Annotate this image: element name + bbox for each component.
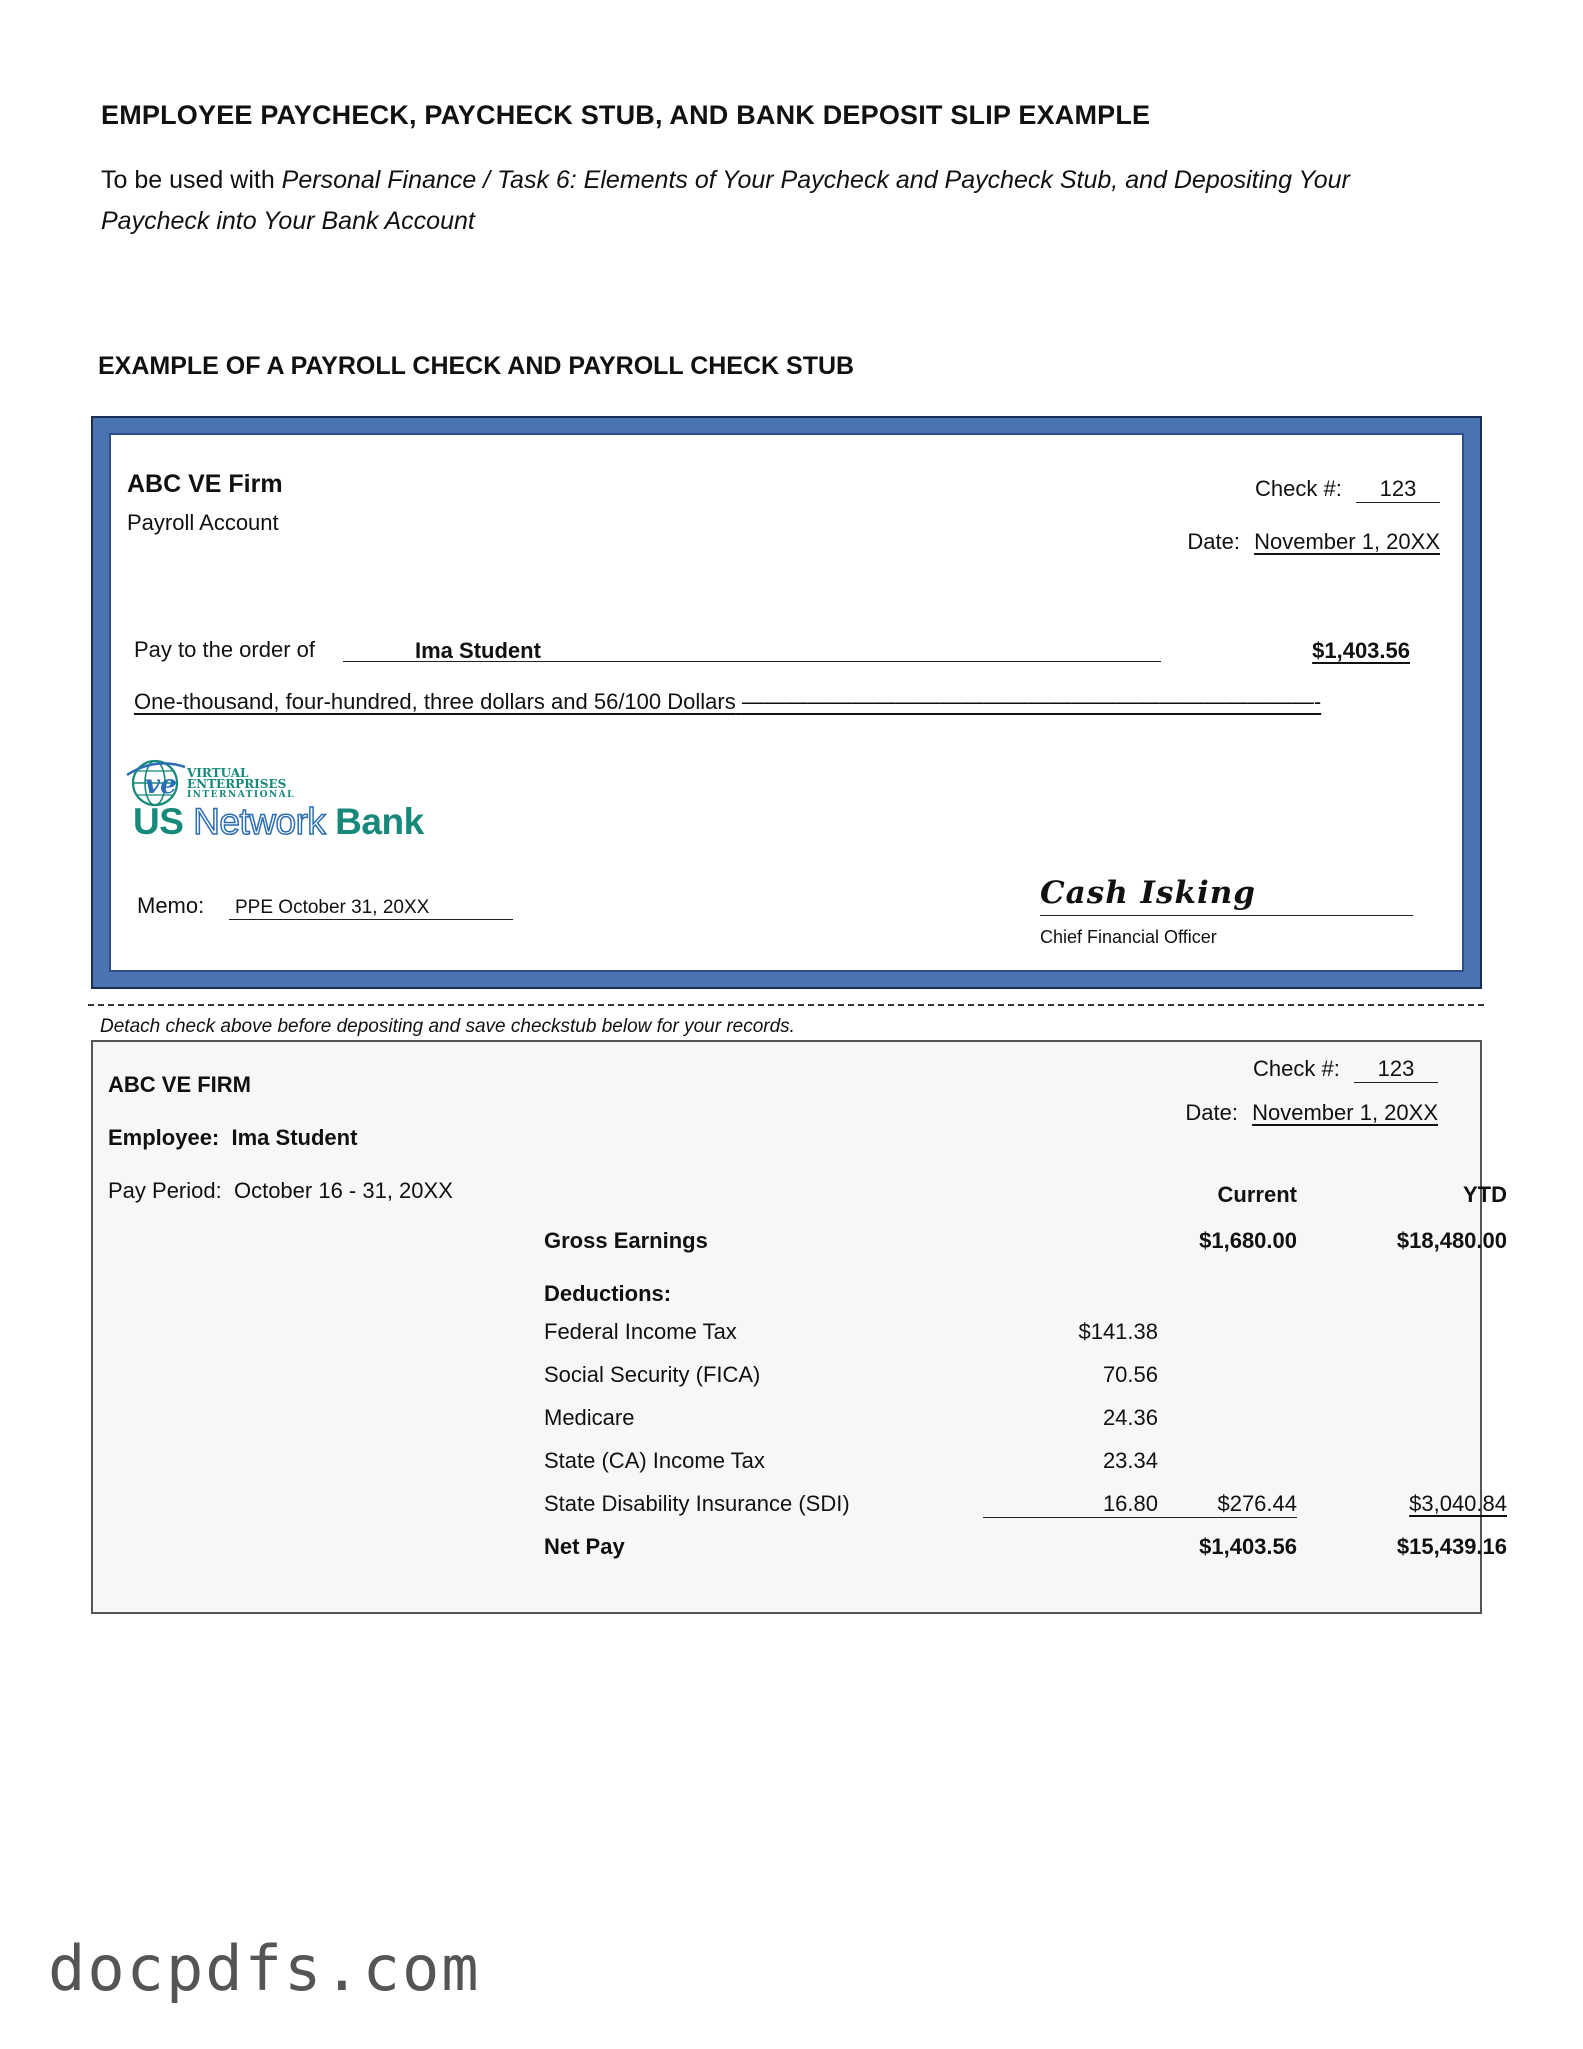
- memo-line: [229, 919, 513, 920]
- stub-date: [1185, 1100, 1438, 1126]
- bank-name-bank: Bank: [335, 801, 424, 842]
- section-title: EXAMPLE OF A PAYROLL CHECK AND PAYROLL CHECK STUB: [98, 352, 855, 380]
- net-pay-ytd: $15,439.16: [1396, 1534, 1507, 1559]
- deduction-name: Social Security (FICA): [544, 1362, 761, 1387]
- stub-date-value: November 1, 20XX: [1252, 1100, 1438, 1125]
- stub-check-number-label: Check #:: [1253, 1056, 1340, 1081]
- memo-label: Memo:: [137, 893, 205, 918]
- signer-title: Chief Financial Officer: [1040, 927, 1217, 947]
- check-date-value: November 1, 20XX: [1254, 529, 1440, 554]
- gross-earnings-label: Gross Earnings: [544, 1228, 708, 1253]
- vei-line2: ENTERPRISES: [187, 777, 287, 791]
- stub-date-label: Date:: [1185, 1100, 1238, 1125]
- check-face: [109, 433, 1464, 972]
- amount-words-dashes: ——————————————————————————-: [741, 689, 1322, 714]
- stub-check-number: [1253, 1056, 1438, 1083]
- stub-employee-label: Employee:: [108, 1125, 220, 1150]
- check-account-name: Payroll Account: [127, 510, 279, 535]
- stub-firm-name: ABC VE FIRM: [108, 1072, 251, 1097]
- check-number: [1255, 476, 1440, 503]
- amount-words-text: One-thousand, four-hundred, three dollars and 56/100 Dollars: [134, 689, 736, 714]
- gross-earnings-current: $1,680.00: [1199, 1228, 1297, 1253]
- check-number-label: Check #:: [1255, 476, 1342, 501]
- payee-name: Ima Student: [415, 638, 541, 663]
- memo-value: PPE October 31, 20XX: [235, 897, 430, 918]
- net-pay-label: Net Pay: [544, 1534, 625, 1559]
- bank-name-us: US: [133, 801, 184, 842]
- col-header-current: Current: [1217, 1182, 1297, 1207]
- vei-line1: VIRTUAL: [187, 766, 249, 780]
- detach-instructions: Detach check above before depositing and save checkstub below for your records.: [100, 1016, 795, 1037]
- check-date-label: Date:: [1187, 529, 1240, 554]
- stub-period-label: Pay Period:: [108, 1178, 222, 1203]
- net-pay-current: $1,403.56: [1199, 1534, 1297, 1559]
- pay-to-label: Pay to the order of: [134, 637, 315, 662]
- deduction-amount: 24.36: [1102, 1405, 1158, 1430]
- amount-in-words: [134, 689, 1321, 715]
- total-deductions-current: $276.44: [1102, 1491, 1297, 1518]
- deduction-amount: 70.56: [1102, 1362, 1158, 1387]
- deduction-name: State Disability Insurance (SDI): [544, 1491, 850, 1516]
- bank-name: [133, 801, 424, 843]
- deduction-amount: 23.34: [1102, 1448, 1158, 1473]
- stub-employee: [108, 1125, 357, 1151]
- stub-period-value: October 16 - 31, 20XX: [233, 1178, 453, 1203]
- deduction-amount: $141.38: [1078, 1319, 1158, 1344]
- vei-line3: INTERNATIONAL: [187, 790, 295, 800]
- check-date: [1187, 529, 1440, 555]
- document-title: EMPLOYEE PAYCHECK, PAYCHECK STUB, AND BANK DEPOSIT SLIP EXAMPLE: [101, 100, 1151, 130]
- deduction-amount: 16.80: [983, 1491, 1158, 1518]
- gross-earnings-ytd: $18,480.00: [1396, 1228, 1507, 1253]
- stub-pay-period: [108, 1178, 453, 1204]
- bank-name-network: Network: [193, 801, 326, 842]
- deduction-name: State (CA) Income Tax: [544, 1448, 765, 1473]
- signature-line: [1040, 915, 1413, 916]
- stub-check-number-value: 123: [1354, 1056, 1438, 1083]
- detach-perforation: [88, 1004, 1484, 1006]
- check-firm-name: ABC VE Firm: [127, 470, 283, 498]
- subtitle-italic: Personal Finance / Task 6: Elements of Your Paycheck and Paycheck Stub, and Depositing Your Paycheck into Your Bank Account: [101, 166, 1350, 235]
- check-stub: [91, 1040, 1507, 1614]
- deduction-name: Medicare: [544, 1405, 635, 1430]
- payroll-check: [91, 416, 1482, 989]
- document-subtitle: [101, 160, 1421, 242]
- signature: Cash Isking: [1040, 875, 1256, 911]
- deduction-name: Federal Income Tax: [544, 1319, 737, 1344]
- watermark: docpdfs.com: [48, 1932, 481, 2005]
- subtitle-prefix: To be used with: [101, 166, 282, 194]
- col-header-ytd: YTD: [1463, 1182, 1507, 1207]
- svg-text:ve: ve: [145, 770, 177, 800]
- stub-employee-name: Ima Student: [231, 1125, 358, 1150]
- total-deductions-ytd: $3,040.84: [1409, 1491, 1507, 1516]
- check-number-value: 123: [1356, 476, 1440, 503]
- deductions-label: Deductions:: [544, 1281, 672, 1306]
- bank-logo: [125, 753, 445, 853]
- vei-text: [187, 768, 295, 801]
- check-amount: $1,403.56: [1312, 638, 1410, 663]
